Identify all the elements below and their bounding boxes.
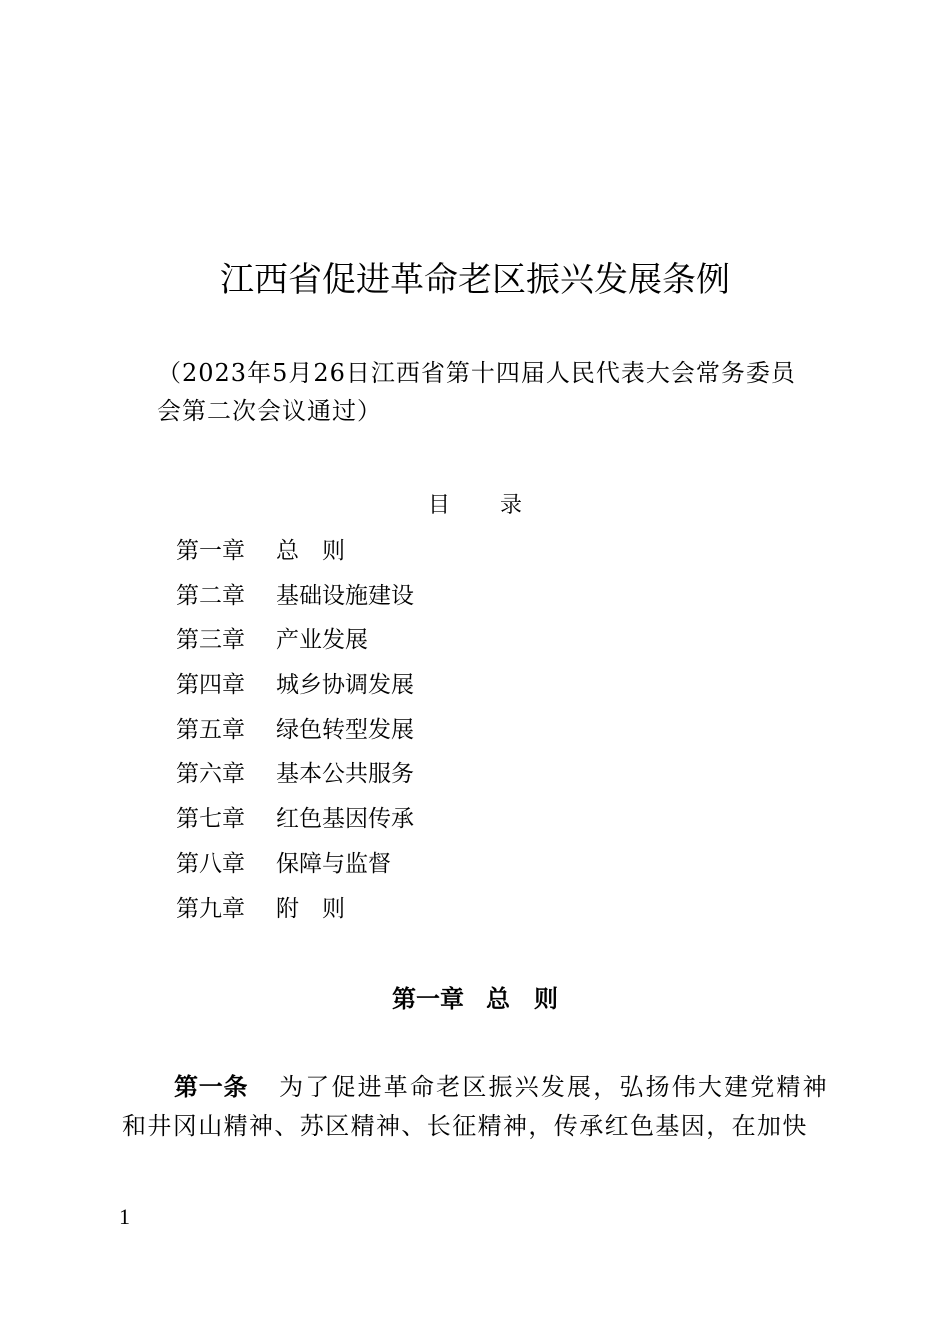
toc-item[interactable]: [176, 533, 414, 578]
toc-item-title: 产业发展: [276, 627, 368, 654]
toc-item[interactable]: [176, 846, 414, 891]
toc-item-title: 保障与监督: [276, 850, 391, 877]
toc-item-number: 第六章: [176, 761, 245, 788]
toc-item-title: 总 则: [276, 538, 345, 564]
toc-item[interactable]: [176, 667, 414, 712]
toc-item-number: 第八章: [176, 850, 245, 877]
toc-item[interactable]: [176, 801, 414, 846]
toc-item-title: 城乡协调发展: [276, 672, 414, 699]
toc-item-title: 红色基因传承: [276, 806, 414, 833]
toc-item-number: 第四章: [176, 672, 245, 699]
article-label: 第一条: [174, 1073, 249, 1101]
chapter-title: 总 则: [486, 985, 558, 1013]
toc-item-title: 基本公共服务: [276, 761, 414, 788]
document-title: 江西省促进革命老区振兴发展条例: [220, 260, 730, 300]
toc-item-number: 第三章: [176, 627, 245, 654]
toc-heading: [0, 490, 950, 522]
page-number: 1: [119, 1204, 130, 1229]
article-text: 为了促进革命老区振兴发展，弘扬伟大建党精神和井冈山精神、苏区精神、长征精神，传承红色基因，在加快: [122, 1073, 828, 1140]
toc-item-title: 附 则: [276, 895, 345, 922]
chapter-number: 第一章: [392, 985, 464, 1013]
table-of-contents: [176, 533, 414, 935]
toc-item-number: 第五章: [176, 716, 245, 743]
toc-heading-right: 录: [500, 493, 523, 518]
toc-item-number: 第二章: [176, 582, 245, 609]
toc-item-title: 基础设施建设: [276, 582, 414, 609]
chapter-heading: [0, 981, 950, 1017]
toc-item[interactable]: [176, 578, 414, 623]
document-subtitle: （2023年5月26日江西省第十四届人民代表大会常务委员会第二次会议通过）: [157, 359, 796, 425]
toc-item[interactable]: [176, 712, 414, 757]
article-paragraph: [122, 1068, 828, 1146]
toc-item-title: 绿色转型发展: [276, 716, 414, 743]
toc-item[interactable]: [176, 891, 414, 936]
toc-item-number: 第一章: [176, 538, 245, 564]
toc-item-number: 第七章: [176, 806, 245, 833]
toc-item[interactable]: [176, 622, 414, 667]
toc-item[interactable]: [176, 756, 414, 801]
toc-item-number: 第九章: [176, 895, 245, 922]
toc-heading-left: 目: [427, 493, 450, 518]
